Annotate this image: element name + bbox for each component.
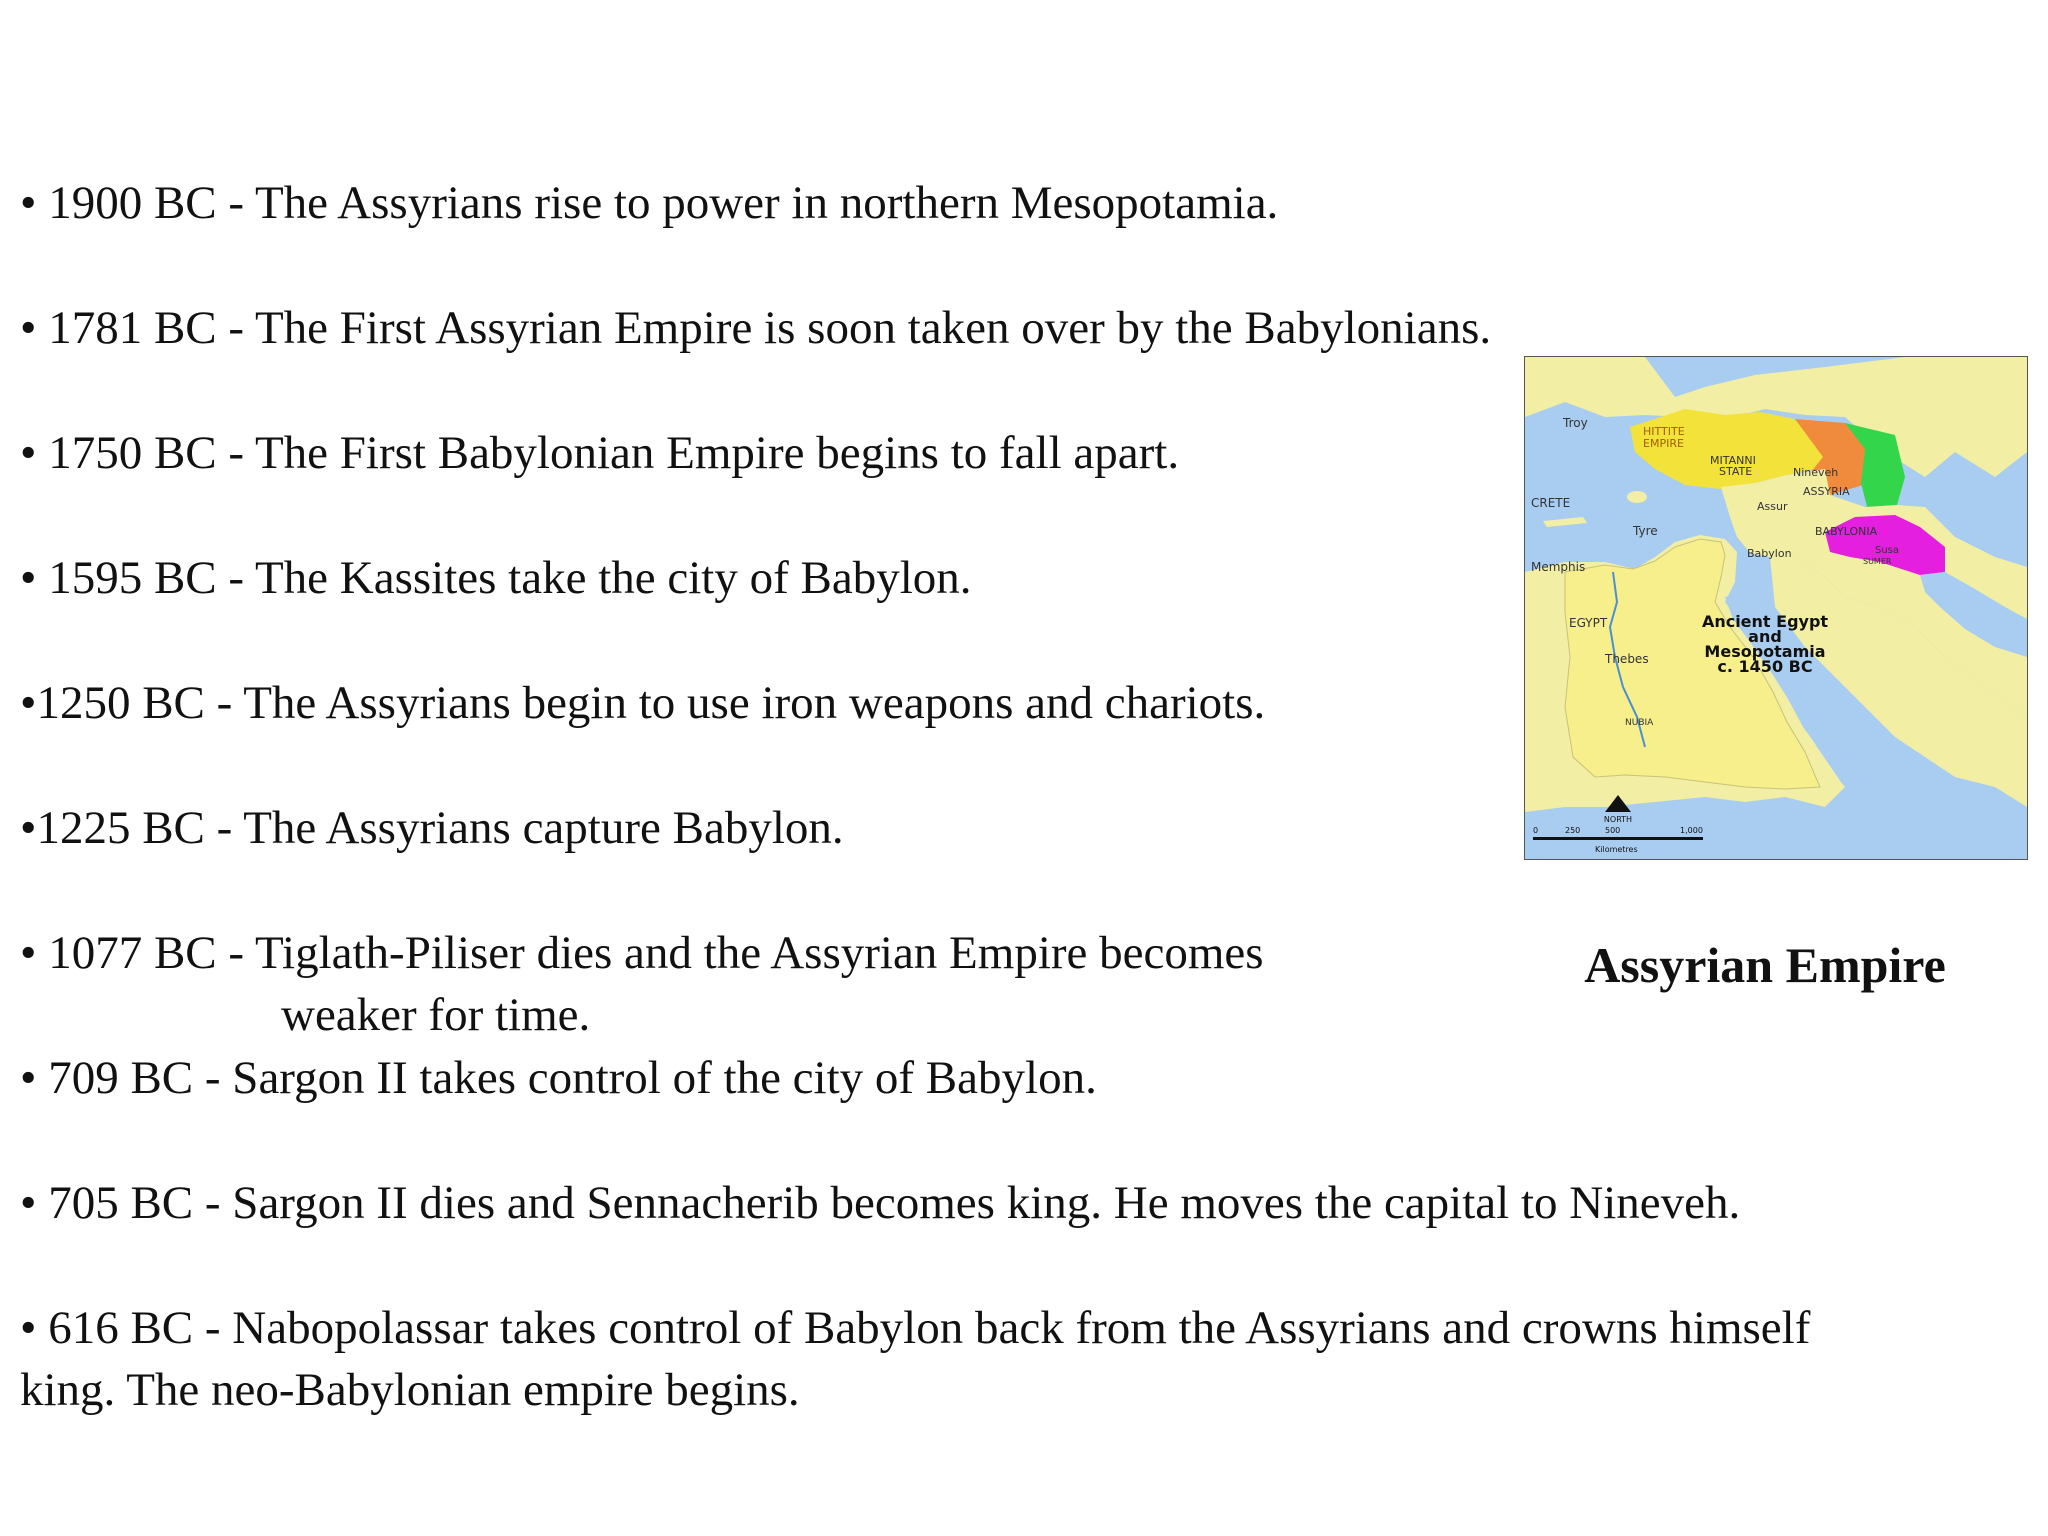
label-tyre: Tyre	[1633, 524, 1658, 538]
label-babylonia: BABYLONIA	[1815, 525, 1878, 538]
map-graphic	[1525, 357, 2027, 859]
label-assur: Assur	[1757, 500, 1788, 513]
scale-label-kilometres: Kilometres	[1595, 845, 1638, 854]
map-title-line-3: Mesopotamia	[1704, 642, 1826, 661]
event-1250bc: •1250 BC - The Assyrians begin to use iron weapons and chariots.	[20, 677, 1266, 729]
label-thebes: Thebes	[1605, 652, 1649, 666]
map-caption: Assyrian Empire	[1584, 937, 1946, 993]
event-705bc: • 705 BC - Sargon II dies and Sennacherib becomes king. He moves the capital to Nineveh.	[20, 1177, 1741, 1229]
label-babylon: Babylon	[1747, 547, 1792, 560]
label-memphis: Memphis	[1531, 560, 1586, 574]
label-troy: Troy	[1563, 416, 1588, 430]
event-1077bc: • 1077 BC - Tiglath-Piliser dies and the Assyrian Empire becomes weaker for time.	[20, 927, 1264, 1041]
scale-label-250: 250	[1565, 826, 1581, 835]
label-mitanni-2: STATE	[1719, 465, 1753, 478]
event-1900bc: • 1900 BC - The Assyrians rise to power in northern Mesopotamia.	[20, 177, 1279, 229]
map-title-line-1: Ancient Egypt	[1701, 612, 1829, 631]
label-egypt: EGYPT	[1569, 616, 1608, 630]
label-hittite-2: EMPIRE	[1643, 437, 1684, 450]
label-susa: Susa	[1875, 545, 1900, 556]
scale-label-500: 500	[1605, 826, 1621, 835]
ancient-near-east-map	[1524, 356, 2028, 860]
label-mitanni-1: MITANNI	[1710, 454, 1756, 467]
map-title-line-2: and	[1748, 627, 1782, 646]
event-1225bc: •1225 BC - The Assyrians capture Babylon.	[20, 802, 844, 854]
label-nubia: NUBIA	[1625, 718, 1654, 728]
event-1595bc: • 1595 BC - The Kassites take the city of Babylon.	[20, 552, 972, 604]
label-nineveh: Nineveh	[1793, 466, 1839, 479]
map-title	[1702, 612, 1828, 676]
event-1781bc: • 1781 BC - The First Assyrian Empire is soon taken over by the Babylonians.	[20, 302, 1492, 354]
event-616bc: • 616 BC - Nabopolassar takes control of Babylon back from the Assyrians and crowns himself king. The neo-Babylonian empire begins.	[20, 1302, 1811, 1416]
event-1750bc: • 1750 BC - The First Babylonian Empire begins to fall apart.	[20, 427, 1180, 479]
label-north: NORTH	[1603, 815, 1633, 824]
event-709bc: • 709 BC - Sargon II takes control of the city of Babylon.	[20, 1052, 1097, 1104]
scale-label-0: 0	[1533, 826, 1539, 835]
label-crete: CRETE	[1531, 496, 1571, 510]
label-hittite-1: HITTITE	[1643, 425, 1685, 438]
label-assyria: ASSYRIA	[1803, 485, 1850, 498]
scale-bar-line	[1533, 837, 1703, 840]
scale-label-1000: 1,000	[1680, 826, 1703, 835]
map-title-line-4: c. 1450 BC	[1717, 657, 1813, 676]
label-sumer: SUMER	[1863, 557, 1892, 566]
cyprus-island	[1627, 491, 1647, 503]
